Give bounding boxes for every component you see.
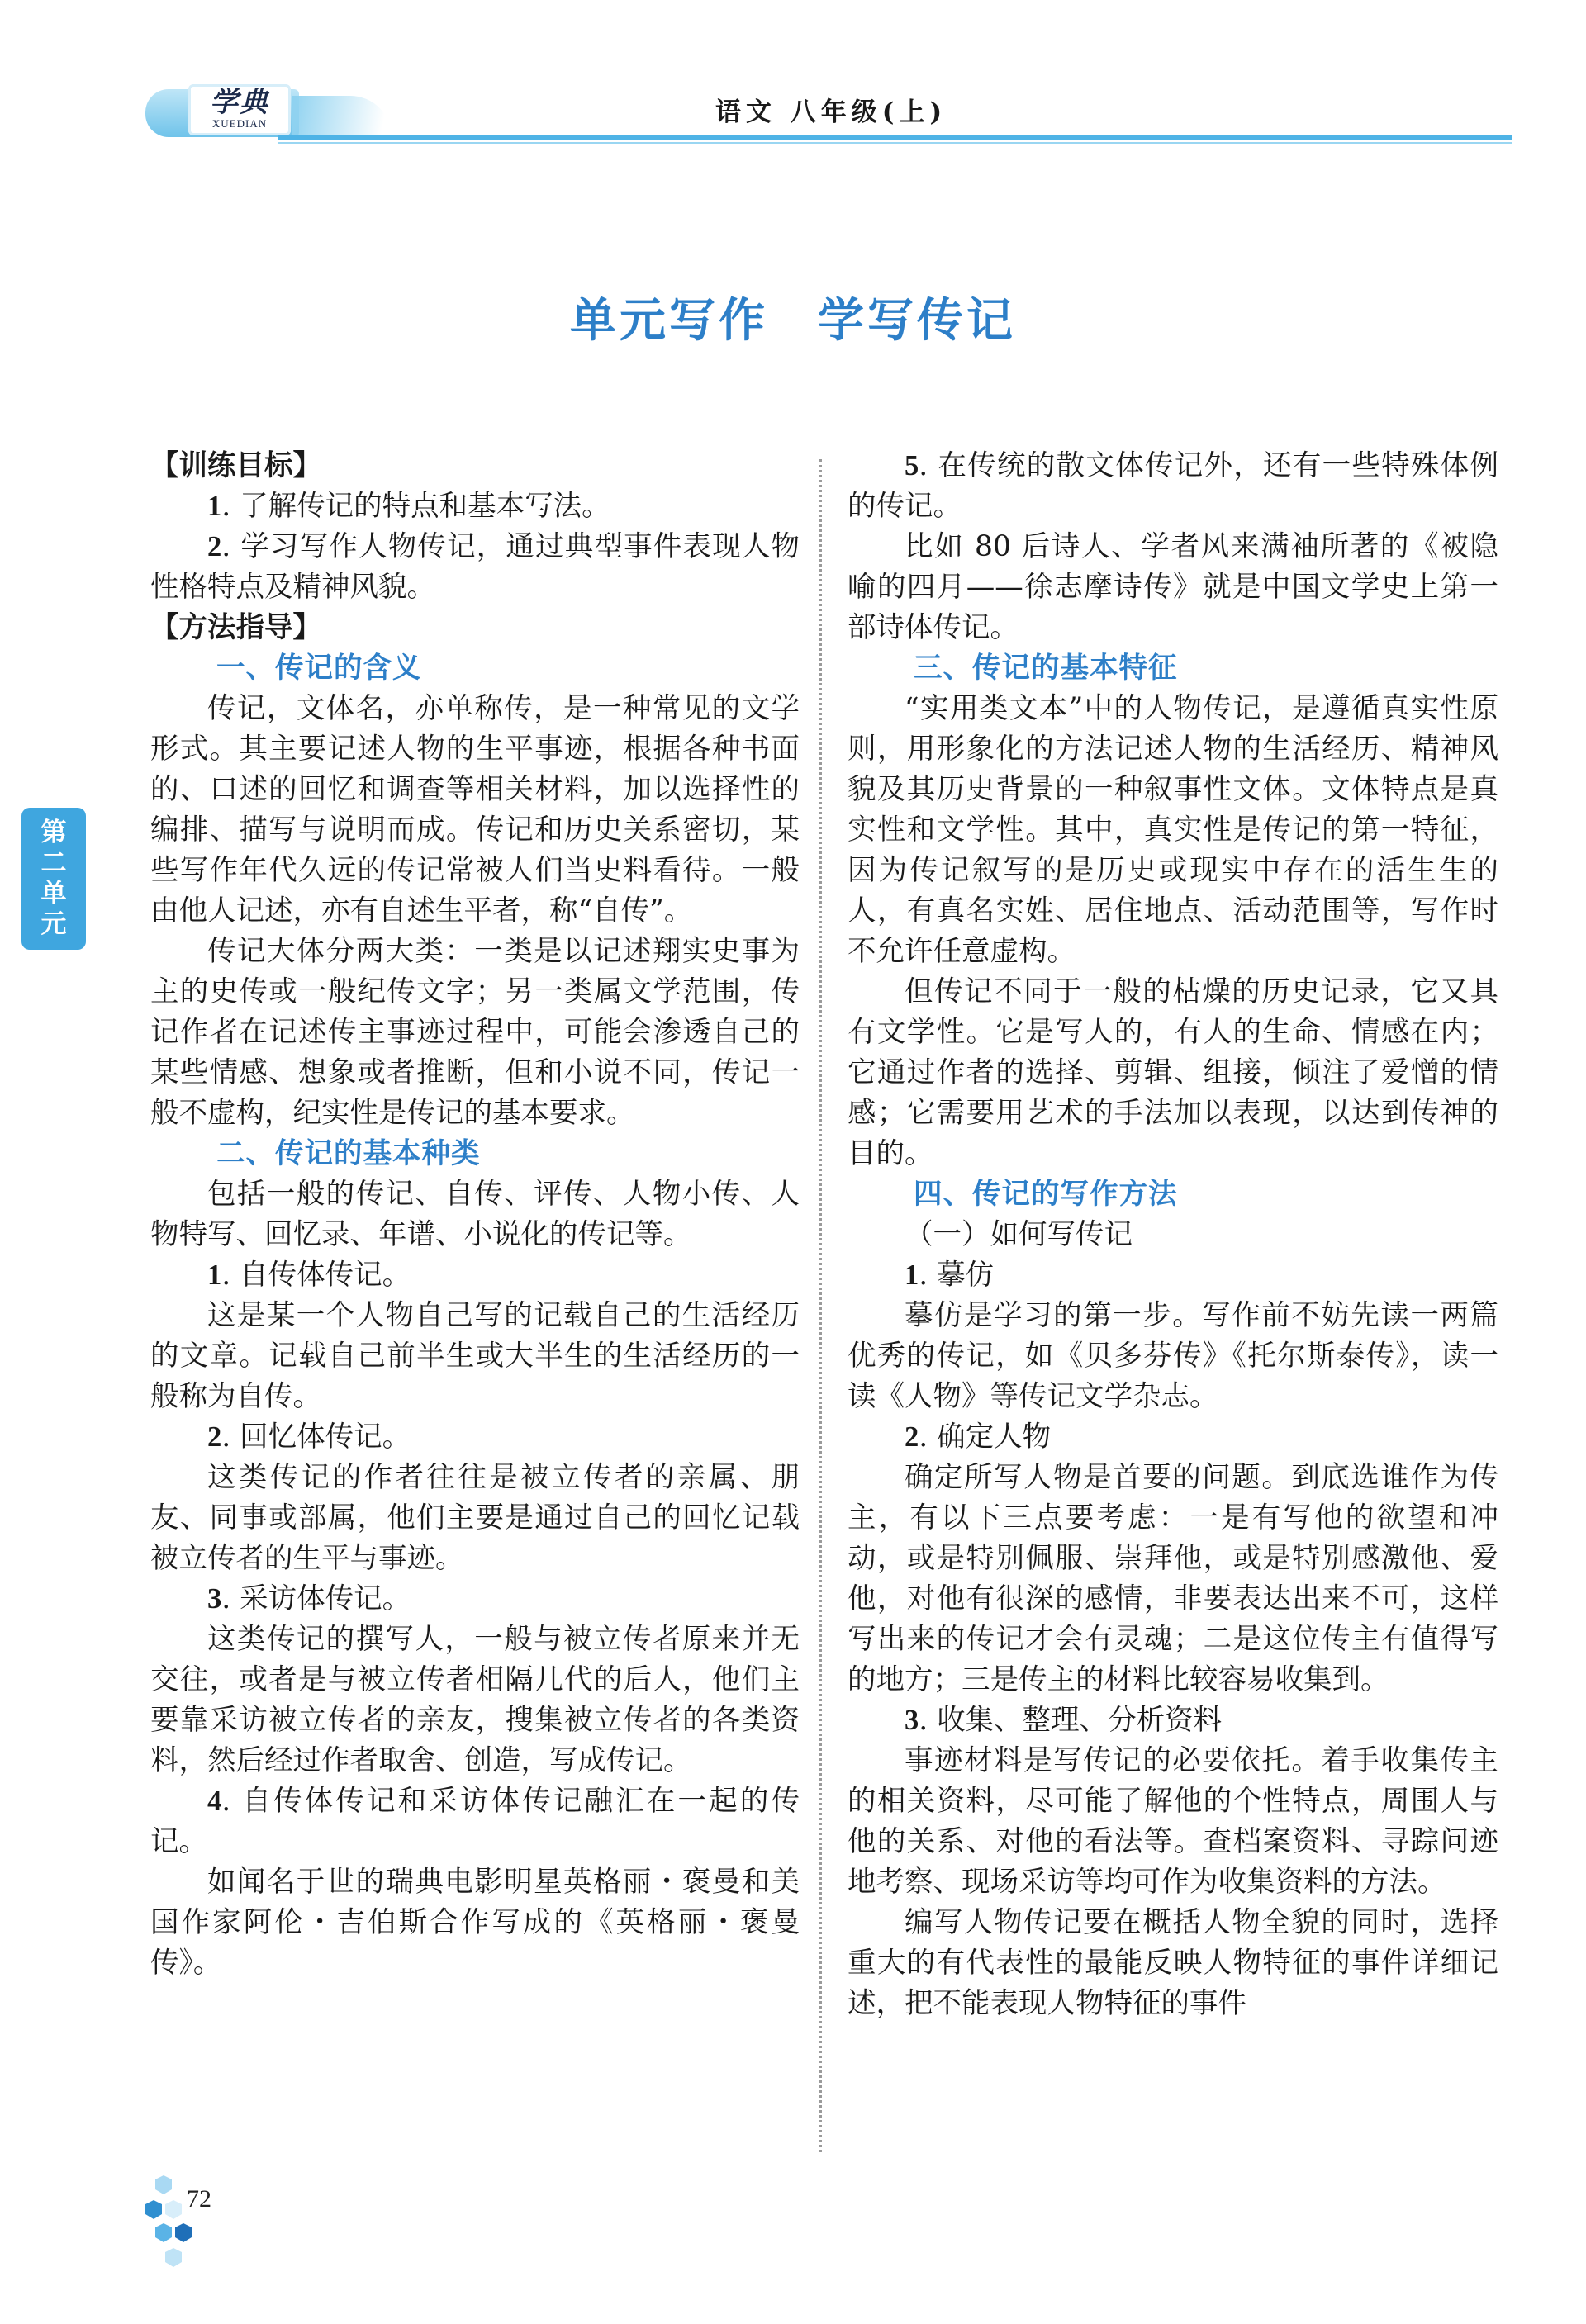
paragraph: 确定所写人物是首要的问题。到底选谁作为传主，有以下三点要考虑：一是有写他的欲望和冲动，或是特别佩服、崇拜他，或是特别感激他、爱他，对他有很深的感情，非要表达出来不可，这样写出来的传记才会有灵魂；二是这位传主有值得写的地方；三是传主的材料比较容易收集到。 [848,1461,1498,1696]
paragraph: 传记大体分两大类：一类是以记述翔实史事为主的史传或一般纪传文字；另一类属文学范围，传记作者在记述传主事迹过程中，可能会渗透自己的某些情感、想象或者推断，但和小说不同，传记一般不虚构，纪实性是传记的基本要求。 [150,935,800,1130]
goal-item: 2. 学习写作人物传记，通过典型事件表现人物性格特点及精神风貌。 [150,530,800,604]
header-rule-thin [278,142,1512,144]
running-header: 语文 八年级(上) [715,97,947,127]
side-tab-char: 元 [40,909,67,939]
type-item: 4. 自传体传记和采访体传记融汇在一起的传记。 [150,1785,800,1858]
type-item: 5. 在传统的散文体传记外，还有一些特殊体例的传记。 [848,449,1498,523]
page-number: 72 [187,2185,211,2213]
logo-chinese: 学典 [210,86,269,119]
paragraph: 但传记不同于一般的枯燥的历史记录，它又具有文学性。它是写人的，有人的生命、情感在内；它通过作者的选择、剪辑、组接，倾注了爱憎的情感；它需要用艺术的手法加以表现，以达到传神的目的。 [848,975,1498,1170]
unit-side-tab [21,808,86,950]
subheading: 四、传记的写作方法 [914,1178,1178,1211]
column-divider [819,459,822,2152]
paragraph: “实用类文本”中的人物传记，是遵循真实性原则，用形象化的方法记述人物的生活经历、精神风貌及其历史背景的一种叙事性文体。文体特点是真实性和文学性。其中，真实性是传记的第一特征，因为传记叙写的是历史或现实中存在的活生生的人，有真名实姓、居住地点、活动范围等，写作时不允许任意虚构。 [848,692,1498,968]
left-column [150,446,800,1984]
logo-english: XUEDIAN [211,117,268,130]
method-item: 2. 确定人物 [905,1420,1052,1454]
subheading: 三、传记的基本特征 [914,652,1178,685]
paragraph: 这类传记的作者往往是被立传者的亲属、朋友、同事或部属，他们主要是通过自己的回忆记载被立传者的生平与事迹。 [150,1461,800,1575]
header-rule [278,135,1512,140]
paragraph: 这类传记的撰写人，一般与被立传者原来并无交往，或者是与被立传者相隔几代的后人，他们主要靠采访被立传者的亲友，搜集被立传者的各类资料，然后经过作者取舍、创造，写成传记。 [150,1623,800,1777]
side-tab-char: 单 [40,879,67,908]
goal-item: 1. 了解传记的特点和基本写法。 [207,490,610,523]
paragraph: 事迹材料是写传记的必要依托。着手收集传主的相关资料，尽可能了解他的个性特点，周围人与他的关系、对他的看法等。查档案资料、寻踪问迹地考察、现场采访等均可作为收集资料的方法。 [848,1744,1498,1899]
type-item: 2. 回忆体传记。 [207,1420,411,1454]
page-title: 单元写作 学写传记 [570,294,1016,348]
side-tab-char: 第 [40,818,67,847]
subheading: 一、传记的含义 [216,652,422,685]
type-item: 3. 采访体传记。 [207,1582,411,1615]
method-item: 3. 收集、整理、分析资料 [905,1704,1223,1737]
publisher-logo [188,84,291,135]
paragraph: 传记，文体名，亦单称传，是一种常见的文学形式。其主要记述人物的生平事迹，根据各种书面的、口述的回忆和调查等相关材料，加以选择性的编排、描写与说明而成。传记和历史关系密切，某些写作年代久远的传记常被人们当史料看待。一般由他人记述，亦有自述生平者，称“自传”。 [150,692,800,927]
subsection-label: （一）如何写传记 [905,1218,1133,1251]
side-tab-char: 二 [40,848,67,878]
paragraph: 比如 80 后诗人、学者风来满袖所著的《被隐喻的四月——徐志摩诗传》就是中国文学史上第一部诗体传记。 [848,530,1498,644]
section-heading-goal: 【训练目标】 [150,449,321,482]
method-item: 1. 摹仿 [905,1259,995,1292]
section-heading-method: 【方法指导】 [150,611,321,644]
paragraph: 如闻名于世的瑞典电影明星英格丽・褒曼和美国作家阿伦・吉伯斯合作写成的《英格丽・褒曼传》。 [150,1866,800,1980]
type-item: 1. 自传体传记。 [207,1259,411,1292]
paragraph: 包括一般的传记、自传、评传、人物小传、人物特写、回忆录、年谱、小说化的传记等。 [150,1178,800,1251]
paragraph: 这是某一个人物自己写的记载自己的生活经历的文章。记载自己前半生或大半生的生活经历的一般称为自传。 [150,1299,800,1413]
header-swoosh [292,96,392,137]
paragraph: 摹仿是学习的第一步。写作前不妨先读一两篇优秀的传记，如《贝多芬传》《托尔斯泰传》，读一读《人物》等传记文学杂志。 [848,1299,1498,1413]
page-header [145,79,1512,145]
paragraph: 编写人物传记要在概括人物全貌的同时，选择重大的有代表性的最能反映人物特征的事件详细记述，把不能表现人物特征的事件 [848,1906,1498,2020]
right-column [848,446,1498,2024]
subheading: 二、传记的基本种类 [216,1137,481,1170]
